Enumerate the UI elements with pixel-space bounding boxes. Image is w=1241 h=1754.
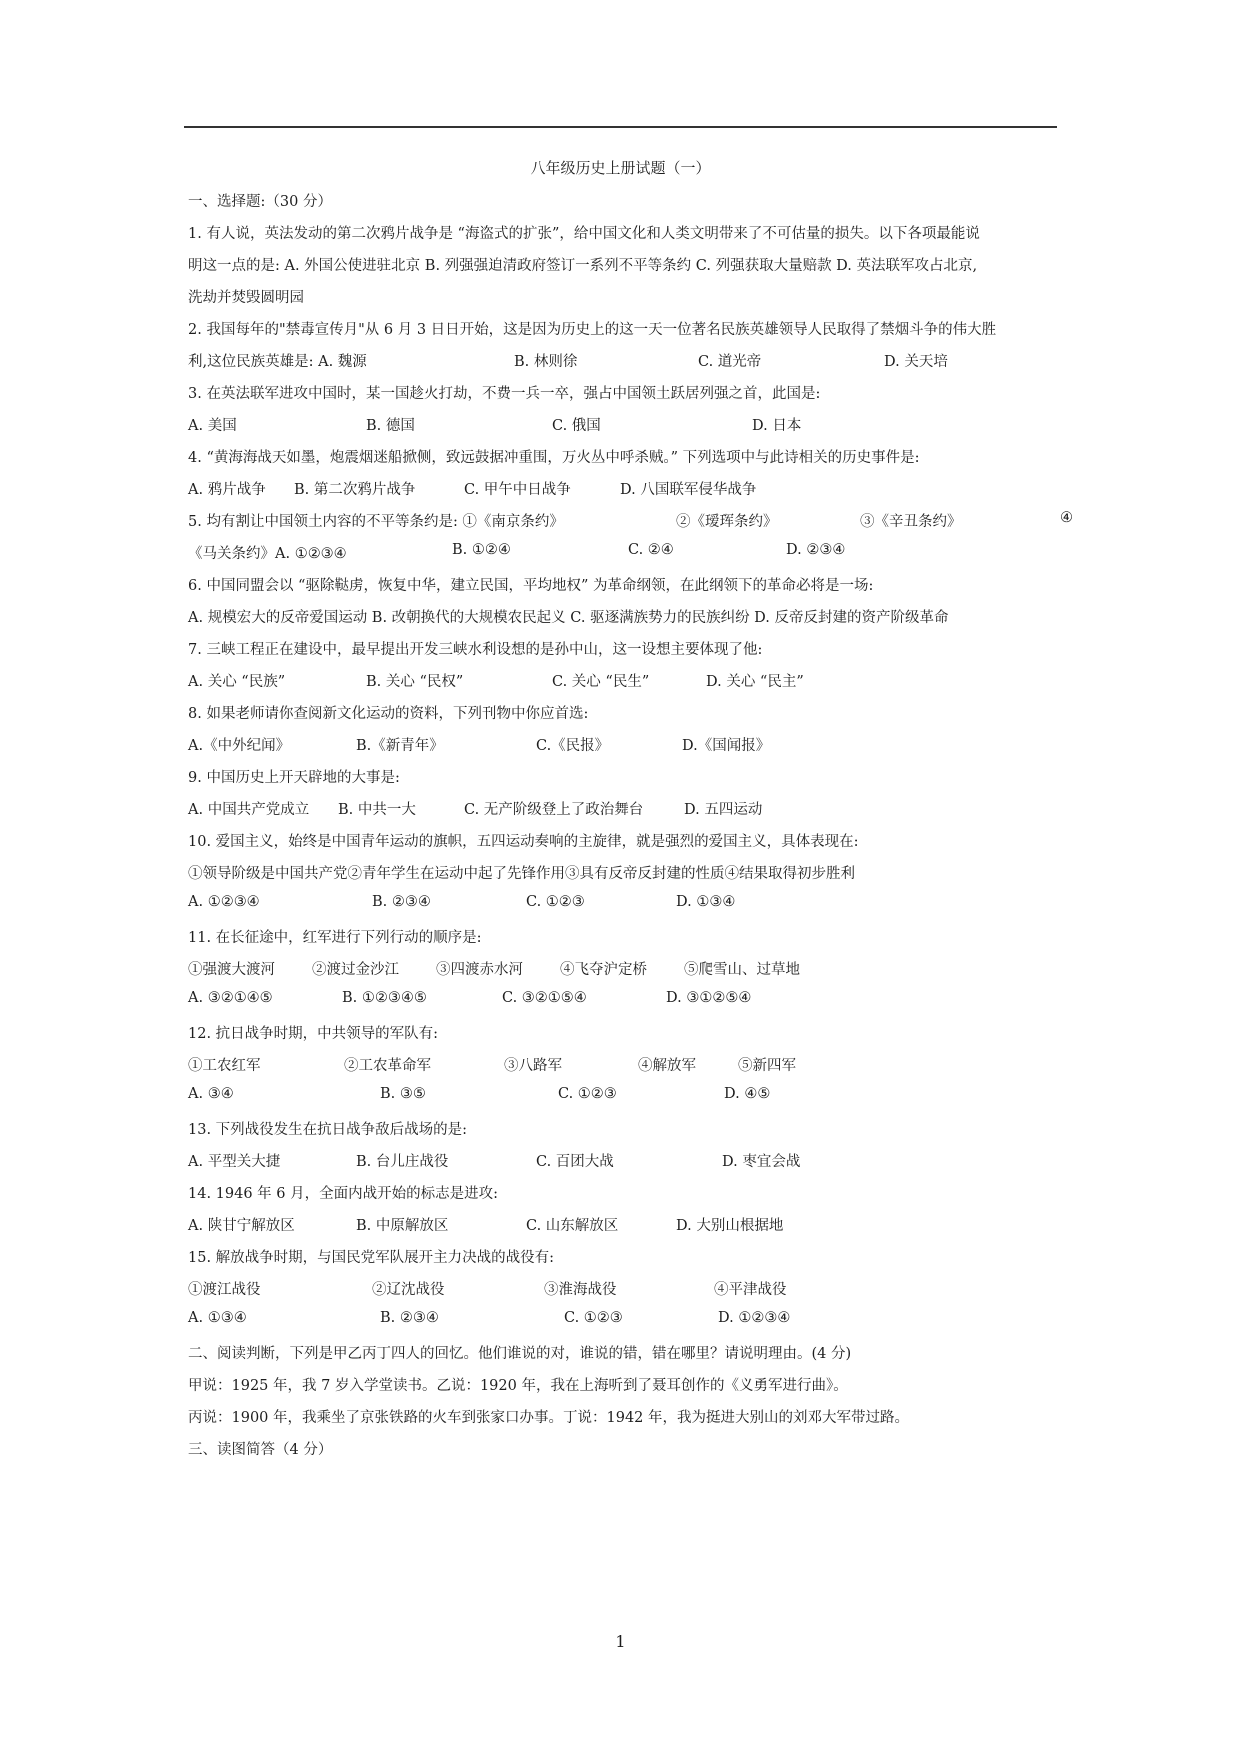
option-d: D. 关心 “民主” xyxy=(706,674,804,690)
option-d: D. ②③④ xyxy=(786,542,846,558)
question-text: 《马关条约》A. ①②③④ xyxy=(188,546,347,562)
option-b: B. 第二次鸦片战争 xyxy=(294,482,416,498)
question-text: 4. “黄海海战天如墨，炮震烟迷船掀侧，致远鼓据冲重围，万火丛中呼杀贼。” 下列选项中与此诗相关的历史事件是: xyxy=(188,450,920,466)
header-rule xyxy=(184,126,1057,128)
option-c: C. 百团大战 xyxy=(536,1154,614,1170)
question-text: 7. 三峡工程正在建设中，最早提出开发三峡水利设想的是孙中山，这一设想主要体现了他: xyxy=(188,642,763,658)
option-b: B. 德国 xyxy=(366,418,415,434)
option-c: C. ①②③ xyxy=(558,1086,617,1102)
item-1: ①强渡大渡河 xyxy=(188,962,275,978)
option-b: B. ②③④ xyxy=(372,894,431,910)
item-2: ②工农革命军 xyxy=(344,1058,431,1074)
option-b: B. 台儿庄战役 xyxy=(356,1154,449,1170)
option-b: B. ①②④ xyxy=(452,542,511,558)
item-3: ③淮海战役 xyxy=(544,1282,617,1298)
option-b: B.《新青年》 xyxy=(356,738,444,754)
reading-text: 甲说：1925 年，我 7 岁入学堂读书。乙说：1920 年，我在上海听到了聂耳创作的《义勇军进行曲》。 xyxy=(188,1378,848,1394)
option-d: D. ④⑤ xyxy=(724,1086,771,1102)
item-1: ①工农红军 xyxy=(188,1058,261,1074)
option-a: A. 鸦片战争 xyxy=(188,482,266,498)
option-c: C. ③②①⑤④ xyxy=(502,990,587,1006)
option-c: C. 甲午中日战争 xyxy=(464,482,571,498)
option-a: A. ①②③④ xyxy=(188,894,260,910)
question-text: 1. 有人说，英法发动的第二次鸦片战争是 “海盗式的扩张”，给中国文化和人类文明带来了不可估量的损失。以下各项最能说 xyxy=(188,226,980,242)
question-text: 13. 下列战役发生在抗日战争敌后战场的是: xyxy=(188,1122,468,1138)
item-4: ④解放军 xyxy=(638,1058,696,1074)
option-d: D.《国闻报》 xyxy=(682,738,771,754)
option-c: C. ①②③ xyxy=(564,1310,623,1326)
option-b: B. 林则徐 xyxy=(514,354,578,370)
option-b: B. 中原解放区 xyxy=(356,1218,449,1234)
question-text: 11. 在长征途中，红军进行下列行动的顺序是: xyxy=(188,930,482,946)
statement-items: ①领导阶级是中国共产党②青年学生在运动中起了先锋作用③具有反帝反封建的性质④结果取得初步胜利 xyxy=(188,866,855,882)
option-d: D. 八国联军侵华战争 xyxy=(620,482,757,498)
item-5: ⑤新四军 xyxy=(738,1058,796,1074)
treaty-3: ③《辛丑条约》 xyxy=(860,514,962,530)
option-a: A.《中外纪闻》 xyxy=(188,738,291,754)
option-a: A. 平型关大捷 xyxy=(188,1154,281,1170)
question-text: 3. 在英法联军进攻中国时，某一国趁火打劫，不费一兵一卒，强占中国领土跃居列强之首，此国是: xyxy=(188,386,821,402)
item-4: ④飞夺沪定桥 xyxy=(560,962,647,978)
treaty-4: ④ xyxy=(1060,510,1073,526)
question-text: 明这一点的是: A. 外国公使进驻北京 B. 列强强迫清政府签订一系列不平等条约 C. 列强获取大量赔款 D. 英法联军攻占北京, xyxy=(188,258,978,274)
item-3: ③四渡赤水河 xyxy=(436,962,523,978)
option-c: C. ②④ xyxy=(628,542,674,558)
question-text: 14. 1946 年 6 月，全面内战开始的标志是进攻: xyxy=(188,1186,499,1202)
option-d: D. ①③④ xyxy=(676,894,736,910)
option-a: A. 陕甘宁解放区 xyxy=(188,1218,295,1234)
question-text: 5. 均有割让中国领土内容的不平等条约是: ①《南京条约》 xyxy=(188,514,564,530)
option-a: A. ①③④ xyxy=(188,1310,247,1326)
option-c: C.《民报》 xyxy=(536,738,610,754)
option-c: C. 山东解放区 xyxy=(526,1218,619,1234)
item-5: ⑤爬雪山、过草地 xyxy=(684,962,800,978)
question-text: 10. 爱国主义，始终是中国青年运动的旗帜，五四运动奏响的主旋律，就是强烈的爱国主义，具体表现在: xyxy=(188,834,859,850)
option-b: B. ③⑤ xyxy=(380,1086,426,1102)
option-b: B. ②③④ xyxy=(380,1310,439,1326)
item-1: ①渡江战役 xyxy=(188,1282,261,1298)
option-c: C. 无产阶级登上了政治舞台 xyxy=(464,802,644,818)
option-b: B. ①②③④⑤ xyxy=(342,990,427,1006)
question-text: 8. 如果老师请你查阅新文化运动的资料，下列刊物中你应首选: xyxy=(188,706,589,722)
question-text: 12. 抗日战争时期，中共领导的军队有: xyxy=(188,1026,439,1042)
question-text: 洗劫并焚毁圆明园 xyxy=(188,290,304,306)
item-4: ④平津战役 xyxy=(714,1282,787,1298)
option-d: D. ①②③④ xyxy=(718,1310,791,1326)
option-a: A. ③④ xyxy=(188,1086,234,1102)
option-row: A. 规模宏大的反帝爱国运动 B. 改朝换代的大规模农民起义 C. 驱逐满族势力的民族纠纷 D. 反帝反封建的资产阶级革命 xyxy=(188,610,949,626)
question-text: 2. 我国每年的"禁毒宣传月"从 6 月 3 日日开始，这是因为历史上的这一天一位著名民族英雄领导人民取得了禁烟斗争的伟大胜 xyxy=(188,322,997,338)
option-a: A. 中国共产党成立 xyxy=(188,802,310,818)
option-d: D. 五四运动 xyxy=(684,802,763,818)
option-d: D. ③①②⑤④ xyxy=(666,990,752,1006)
page-title: 八年级历史上册试题（一） xyxy=(530,159,711,177)
item-3: ③八路军 xyxy=(504,1058,562,1074)
question-text: 利,这位民族英雄是: A. 魏源 xyxy=(188,354,367,370)
option-c: C. ①②③ xyxy=(526,894,585,910)
option-a: A. 美国 xyxy=(188,418,237,434)
option-d: D. 关天培 xyxy=(884,354,948,370)
question-text: 6. 中国同盟会以 “驱除鞑虏，恢复中华，建立民国，平均地权” 为革命纲领，在此纲领下的革命必将是一场: xyxy=(188,578,874,594)
item-2: ②渡过金沙江 xyxy=(312,962,399,978)
option-b: B. 关心 “民权” xyxy=(366,674,464,690)
treaty-2: ②《瑷珲条约》 xyxy=(676,514,778,530)
section-heading: 一、选择题:（30 分） xyxy=(188,194,332,210)
option-a: A. ③②①④⑤ xyxy=(188,990,273,1006)
option-d: D. 日本 xyxy=(752,418,802,434)
option-b: B. 中共一大 xyxy=(338,802,416,818)
option-c: C. 道光帝 xyxy=(698,354,762,370)
option-c: C. 关心 “民生” xyxy=(552,674,650,690)
question-text: 9. 中国历史上开天辟地的大事是: xyxy=(188,770,400,786)
option-d: D. 枣宜会战 xyxy=(722,1154,801,1170)
section-heading: 二、阅读判断，下列是甲乙丙丁四人的回忆。他们谁说的对，谁说的错，错在哪里？请说明理由。(4 分) xyxy=(188,1346,852,1362)
option-c: C. 俄国 xyxy=(552,418,601,434)
page-number: 1 xyxy=(615,1632,626,1651)
section-heading: 三、读图简答（4 分） xyxy=(188,1442,333,1458)
question-text: 15. 解放战争时期，与国民党军队展开主力决战的战役有: xyxy=(188,1250,555,1266)
option-d: D. 大别山根据地 xyxy=(676,1218,784,1234)
option-a: A. 关心 “民族” xyxy=(188,674,286,690)
item-2: ②辽沈战役 xyxy=(372,1282,445,1298)
reading-text: 丙说：1900 年，我乘坐了京张铁路的火车到张家口办事。丁说：1942 年，我为挺进大别山的刘邓大军带过路。 xyxy=(188,1410,910,1426)
